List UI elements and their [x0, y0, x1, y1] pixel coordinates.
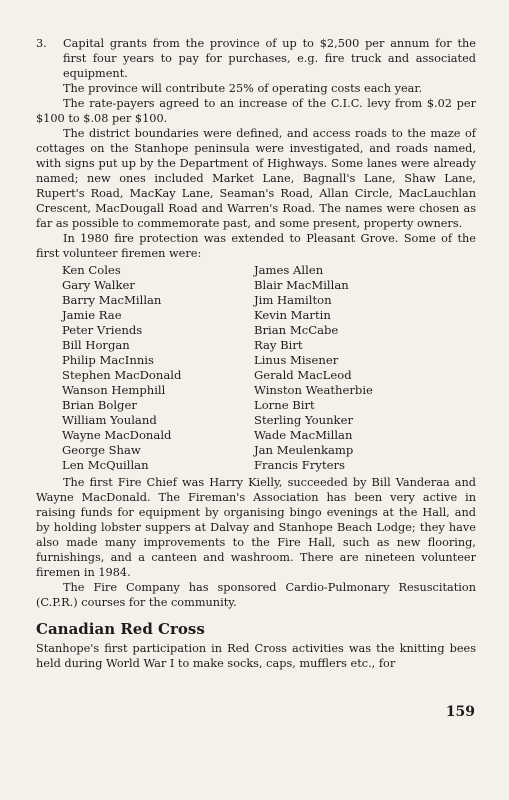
fireman-name: Francis Fryters [254, 458, 345, 472]
fireman-name: Jim Hamilton [254, 293, 332, 307]
list-item-text: Capital grants from the province of up to $2,500 per annum for the first four years to pay for purchases, e.g. fire truck and associated equipment. [63, 37, 476, 80]
fireman-name: James Allen [254, 263, 324, 277]
fireman-name: Brian McCabe [254, 323, 339, 337]
paragraph-red-cross: Stanhope's first participation in Red Cross activities was the knitting bees held during World War I to make socks, caps, mufflers etc., for [36, 642, 476, 670]
fireman-name: George Shaw [62, 443, 141, 457]
list-item-number: 3. [36, 37, 47, 50]
fireman-name: Gary Walker [62, 278, 135, 292]
paragraph-pleasant-grove: In 1980 fire protection was extended to Pleasant Grove. Some of the first volunteer firemen were: [36, 232, 476, 260]
fireman-name: Barry MacMillan [62, 293, 162, 307]
fireman-name: Kevin Martin [254, 308, 331, 322]
fireman-name: Jamie Rae [62, 308, 122, 322]
fireman-name: Winston Weatherbie [254, 383, 373, 397]
paragraph-operating-costs: The province will contribute 25% of operating costs each year. [63, 82, 423, 95]
fireman-name: Jan Meulenkamp [254, 443, 354, 457]
fireman-name: Wayne MacDonald [62, 428, 172, 442]
fireman-name: Sterling Younker [254, 413, 353, 427]
paragraph-cpr: The Fire Company has sponsored Cardio-Pulmonary Resuscitation (C.P.R.) courses for the community. [36, 581, 476, 609]
fireman-name: Brian Bolger [62, 398, 137, 412]
fireman-name: William Youland [62, 413, 157, 427]
page-number: 159 [445, 704, 475, 720]
fireman-name: Linus Misener [254, 353, 339, 367]
section-heading: Canadian Red Cross [36, 620, 205, 638]
fireman-name: Peter Vriends [62, 323, 143, 337]
firemen-column-right [254, 263, 434, 473]
fireman-name: Gerald MacLeod [254, 368, 352, 382]
paragraph-levy: The rate-payers agreed to an increase of the C.I.C. levy from $.02 per $100 to $.08 per $100. [36, 97, 476, 125]
paragraph-boundaries: The district boundaries were defined, and access roads to the maze of cottages on the Stanhope peninsula were investigated, and roads named, with signs put up by the Department of Highways. Some lanes were already named; new ones included Market Lane, Bagnall's Lane, Shaw Lane, Rupert's Road, MacKay Lane, Seaman's Road, Allan Circle, MacLauchlan Crescent, MacDougall Road and Warren's Road. The names were chosen as far as possible to commemorate past, and some present, property owners. [36, 127, 476, 230]
fireman-name: Ken Coles [62, 263, 121, 277]
firemen-column-left [62, 263, 254, 473]
fireman-name: Philip MacInnis [62, 353, 154, 367]
paragraph-fire-chief: The first Fire Chief was Harry Kielly, succeeded by Bill Vanderaa and Wayne MacDonald. The Fireman's Association has been very active in raising funds for equipment by organising bingo evenings at the Hall, and by holding lobster suppers at Dalvay and Stanhope Beach Lodge; they have also made many improvements to the Fire Hall, such as new flooring, furnishings, and a canteen and washroom. There are nineteen volunteer firemen in 1984. [36, 476, 476, 579]
fireman-name: Len McQuillan [62, 458, 149, 472]
page-body [36, 36, 476, 671]
fireman-name: Lorne Birt [254, 398, 315, 412]
fireman-name: Ray Birt [254, 338, 303, 352]
fireman-name: Stephen MacDonald [62, 368, 182, 382]
fireman-name: Bill Horgan [62, 338, 130, 352]
list-item-3 [36, 36, 476, 81]
fireman-name: Wade MacMillan [254, 428, 353, 442]
fireman-name: Wanson Hemphill [62, 383, 166, 397]
firemen-list [62, 263, 476, 473]
fireman-name: Blair MacMillan [254, 278, 349, 292]
